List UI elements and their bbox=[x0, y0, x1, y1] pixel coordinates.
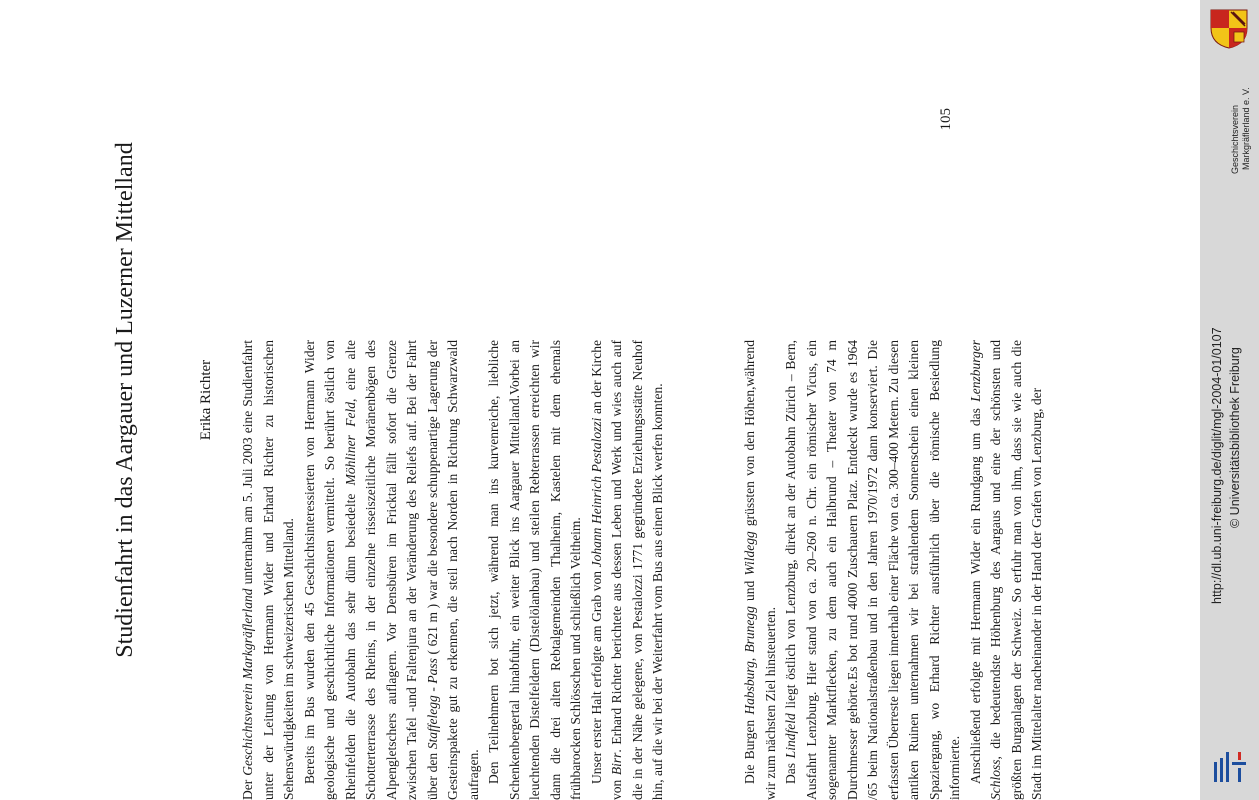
viewer-sidebar bbox=[1200, 0, 1259, 800]
coat-of-arms-icon bbox=[1207, 6, 1251, 50]
page-number: 105 bbox=[938, 108, 954, 131]
rotated-page-content bbox=[100, 0, 1100, 800]
ub-freiburg-logo-icon bbox=[1212, 748, 1248, 784]
document-url-link[interactable]: http://dl.ub.uni-freiburg.de/diglit/mgl-2004-01/0107 bbox=[1210, 327, 1224, 604]
article-title: Studienfahrt in das Aargauer und Luzerner Mittelland bbox=[112, 142, 138, 658]
article-author: Erika Richter bbox=[198, 359, 214, 441]
copyright-notice: © Universitätsbibliothek Freiburg bbox=[1228, 347, 1242, 528]
society-name-line2: Markgräflerland e. V. bbox=[1241, 87, 1251, 170]
text-column-continued: Die Burgen Habsburg, Brunegg und Wildegg grüssten von den Höhen,während wir zum nächsten Ziel hinsteuerten. Das Lindfeld liegt östlich von Lenzburg, direkt an der Autobahn Zürich – Bern, Ausfahrt Lenzburg. Hier stand von ca. 20–260 n. Chr. ein römischer Vicus, ein sogenannter Marktflecken, zu dem auch ein Halbrund – Theater von 74 m Durchmesser gehörte.Es bot rund 4000 Zuschauern Platz. Entdeckt wurde es 1964 /65 beim Nationalstraßenbau und in den Jahren 1970/1972 dann konserviert. Die erfassten Überreste liegen innerhalb einer Fläche von ca. 300–400 Metern. Zu diesen antiken Ruinen unternahmen wir bei strahlendem Sonnenschein einen kleinen Spaziergang, wo Erhard Richter ausführlich über die römische Besiedlung informierte. Anschließend erfolgte mit Hermann Wider ein Rundgang um das Lenzburger Schloss, die bedeutendste Höhenburg des Aargaus und eine der schönsten und größten Burganlagen der Schweiz. So erfuhr man von ihm, dass sie wie auch die Stadt im Mittelalter nacheinander in der Hand der Grafen von Lenzburg, der bbox=[742, 340, 1044, 800]
society-name-line1: Geschichtsverein bbox=[1230, 104, 1240, 174]
text-column-left: Der Geschichtsverein Markgräflerland unternahm am 5. Juli 2003 eine Studienfahrt unter der Leitung von Hermann Wider und Erhard Richter zu historischen Sehenswürdigkeiten im schweizerischen Mittelland. Bereits im Bus wurden den 45 Geschichtsinteressierten von Hermann Wider geologische und geschichtliche Informationen vermittelt. So berührt östlich von Rheinfelden die Autobahn das sehr dünn besiedelte Möhliner Feld, eine alte Schotterterrasse des Rheins, in der einzelne risseiszeitliche Moränenbögen des Alpengletschers auflagern. Vor Densbüren im Fricktal fällt sofort die Grenze zwischen Tafel -und Faltenjura an der Veränderung des Reliefs auf. Bei der Fahrt über den Staffelegg - Pass ( 621 m ) war die besondere schuppenartige Lagerung der Gesteinspakete gut zu erkennen, die steil nach Norden in Richtung Schwarzwald aufragen. Den Teilnehmern bot sich jetzt, während man ins kurvenreiche, liebliche Schenkenbergertal hinabfuhr, ein weiter Blick ins Aargauer Mittelland.Vorbei an leuchtenden Distelfeldern (Distelölanbau) und steilen Rebterrassen erreichten wir dann die drei alten Rebtalgemeinden Thalheim, Kastelen mit dem ehemals frühbarocken Schlösschen und schließlich Veltheim. Unser erster Halt erfolgte am Grab von Johann Heinrich Pestalozzi an der Kirche von Birr. Erhard Richter berichtete aus dessen Leben und Werk und wies auch auf die in der Nähe gelegene, von Pestalozzi 1771 gegründete Erziehungsstätte Neuhof hin, auf die wir bei der Weiterfahrt vom Bus aus einen Blick werfen konnten. bbox=[240, 339, 665, 800]
